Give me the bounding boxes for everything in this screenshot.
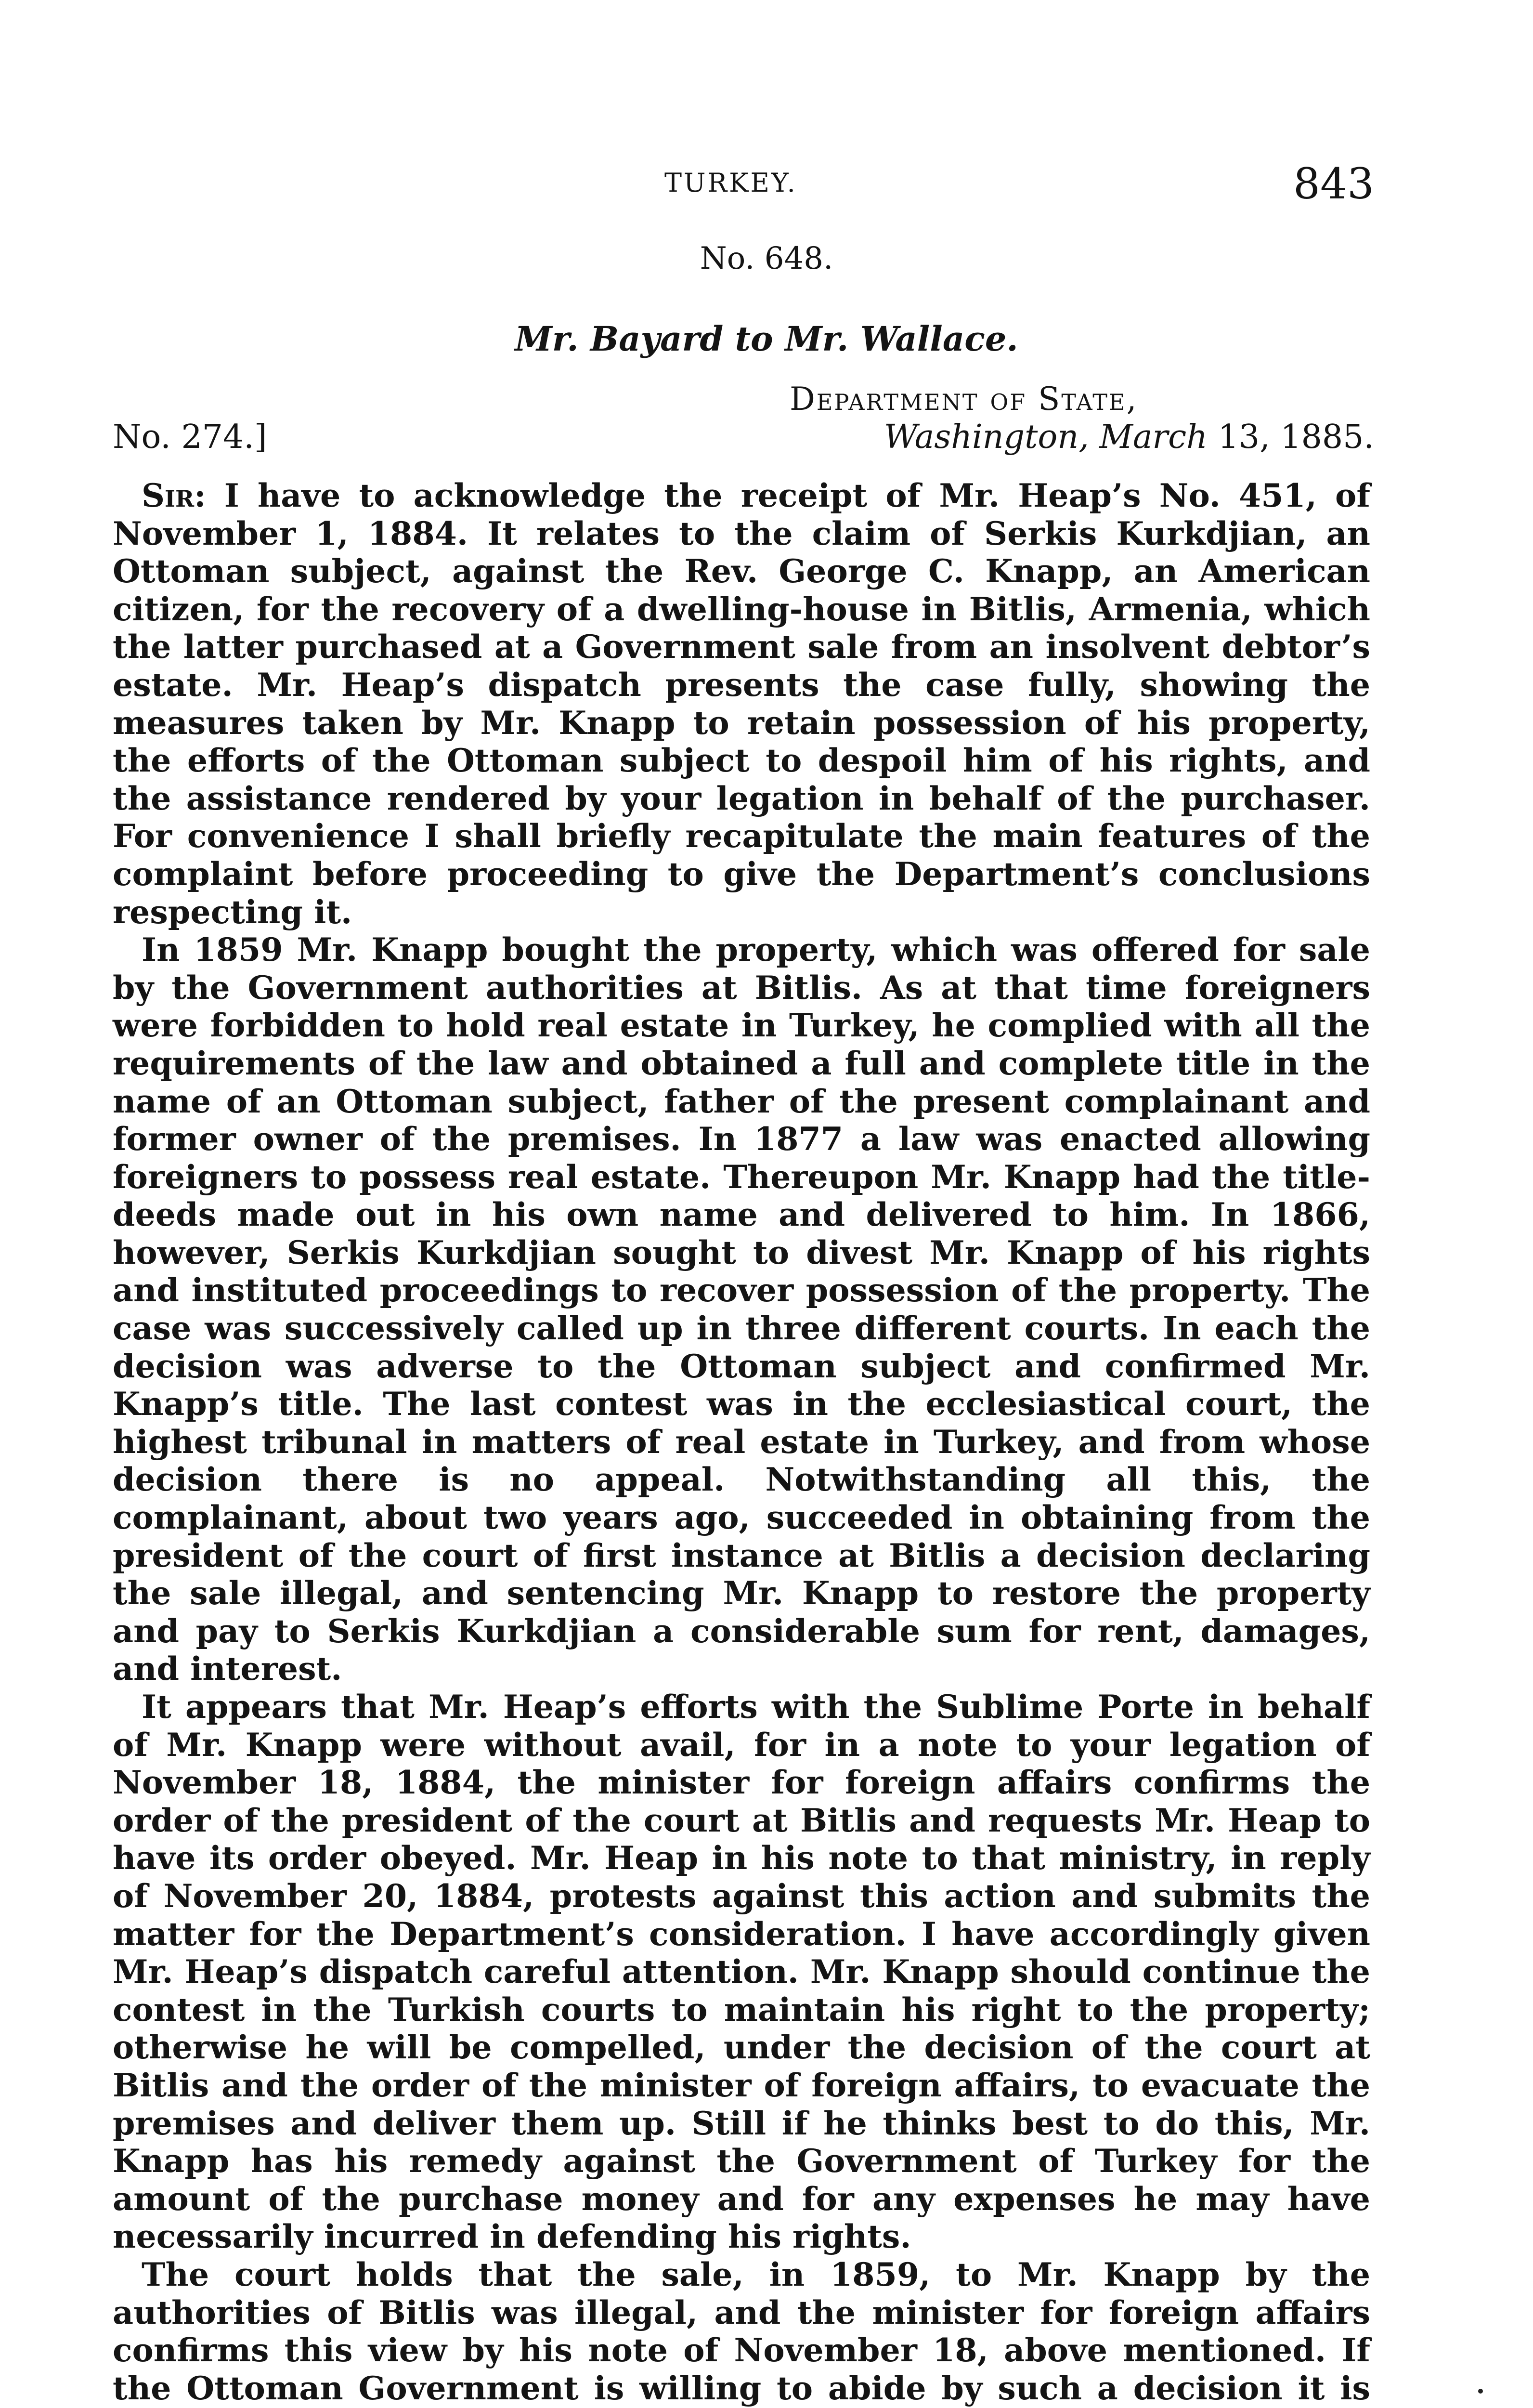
paragraph-1 <box>113 477 1370 931</box>
letter-body <box>113 477 1370 2408</box>
running-head <box>0 159 1533 207</box>
place-date-line <box>884 418 1374 456</box>
paragraph-4: The court holds that the sale, in 1859, to Mr. Knapp by the authorities of Bitlis was illegal, and the minister for foreign affairs confirms this view by his note of November 18, above mentioned. If the Ottoman Government is willing to abide by such a decision it is <box>113 2255 1370 2407</box>
paragraph-2: In 1859 Mr. Knapp bought the property, which was offered for sale by the Government authorities at Bitlis. As at that time foreigners were forbidden to hold real estate in Turkey, he complied with all the requirements of the law and obtained a full and complete title in the name of an Ottoman subject, father of the present complainant and former owner of the premises. In 1877 a law was enacted allowing foreigners to possess real estate. Thereupon Mr. Knapp had the title-deeds made out in his own name and delivered to him. In 1866, however, Serkis Kurkdjian sought to divest Mr. Knapp of his rights and instituted proceedings to recover possession of the property. The case was successively called up in three different courts. In each the decision was adverse to the Ottoman subject and confirmed Mr. Knapp’s title. The last contest was in the ecclesiastical court, the highest tribunal in matters of real estate in Turkey, and from whose decision there is no appeal. Notwithstanding all this, the complainant, about two years ago, succeeded in obtaining from the president of the court of first instance at Bitlis a decision declaring the sale illegal, and sentencing Mr. Knapp to restore the property and pay to Serkis Kurkdjian a considerable sum for rent, damages, and interest. <box>113 931 1370 1688</box>
paragraph-3: It appears that Mr. Heap’s efforts with the Sublime Porte in behalf of Mr. Knapp were without avail, for in a note to your legation of November 18, 1884, the minister for foreign affairs confirms the order of the president of the court at Bitlis and requests Mr. Heap to have its order obeyed. Mr. Heap in his note to that ministry, in reply of November 20, 1884, protests against this action and submits the matter for the Department’s consideration. I have accordingly given Mr. Heap’s dispatch careful attention. Mr. Knapp should continue the contest in the Turkish courts to maintain his right to the property; otherwise he will be compelled, under the decision of the court at Bitlis and the order of the minister of foreign affairs, to evacuate the premises and deliver them up. Still if he thinks best to do this, Mr. Knapp has his remedy against the Government of Turkey for the amount of the purchase money and for any expenses he may have necessarily incurred in defending his rights. <box>113 1688 1370 2256</box>
document-number: No. 648. <box>700 241 833 276</box>
document-heading: Mr. Bayard to Mr. Wallace. <box>515 319 1018 359</box>
date-text: 13, 1885. <box>1207 418 1374 456</box>
reference-number: No. 274.] <box>113 418 267 456</box>
print-speck <box>1478 2389 1483 2394</box>
section-title: TURKEY. <box>664 168 797 198</box>
salutation: Sir <box>142 477 195 514</box>
department-line: Department of State, <box>790 380 1138 418</box>
page-number: 843 <box>1293 159 1374 209</box>
place-text: Washington, March <box>883 418 1208 456</box>
paragraph-1-text: : I have to acknowledge the receipt of Mr. Heap’s No. 451, of November 1, 1884. It relates to the claim of Serkis Kurkdjian, an Ottoman subject, against the Rev. George C. Knapp, an American citizen, for the recovery of a dwelling-house in Bitlis, Armenia, which the latter purchased at a Government sale from an insolvent debtor’s estate. Mr. Heap’s dispatch presents the case fully, showing the measures taken by Mr. Knapp to retain possession of his property, the efforts of the Ottoman subject to despoil him of his rights, and the assistance rendered by your legation in behalf of the purchaser. For convenience I shall briefly recapitulate the main features of the complaint before proceeding to give the Department’s conclusions respecting it. <box>113 477 1370 931</box>
